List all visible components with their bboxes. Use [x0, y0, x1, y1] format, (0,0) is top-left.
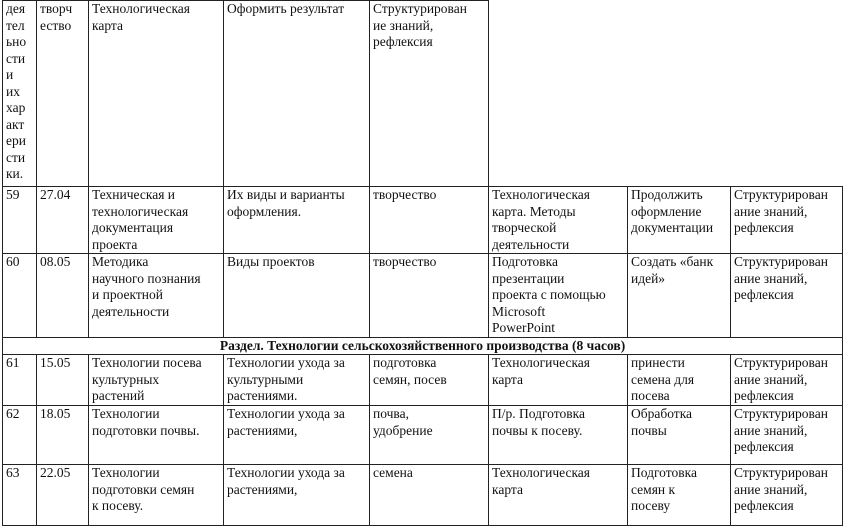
cell-activity: подготовка семян, посев — [370, 355, 489, 406]
section-row — [3, 337, 843, 355]
cell-resources: Технологическая карта — [489, 355, 628, 406]
cell-num: 60 — [3, 254, 37, 338]
cell-homework: принести семена для посева — [628, 355, 731, 406]
cell-activity: почва, удобрение — [370, 406, 489, 465]
cell-topic: Технологии посева культурных растений — [89, 355, 224, 406]
cell-topic: Технологии подготовки почвы. — [89, 406, 224, 465]
cell-num: дея тел ьно сти и их хар акт ери сти ки. — [3, 1, 37, 187]
cell-date: творч ество — [37, 1, 89, 187]
section-title: Раздел. Технологии сельскохозяйственного производства (8 часов) — [3, 337, 843, 355]
cell-homework: Подготовка семян к посеву — [628, 465, 731, 526]
cell-activity: творчество — [370, 254, 489, 338]
cell-content: Технологии ухода за культурными растениями. — [224, 355, 370, 406]
cell-content: Виды проектов — [224, 254, 370, 338]
lesson-plan-table — [2, 0, 843, 526]
cell-date: 15.05 — [37, 355, 89, 406]
cell-num: 63 — [3, 465, 37, 526]
cell-date: 18.05 — [37, 406, 89, 465]
cell-topic: Технологическая карта — [89, 1, 224, 187]
table-row — [3, 406, 843, 465]
cell-topic: Методика научного познания и проектной деятельности — [89, 254, 224, 338]
table-row — [3, 187, 843, 254]
cell-content: Оформить результат — [224, 1, 370, 187]
cell-homework: Обработка почвы — [628, 406, 731, 465]
table-row — [3, 355, 843, 406]
cell-date: 08.05 — [37, 254, 89, 338]
cell-resources: Технологическая карта. Методы творческой деятельности — [489, 187, 628, 254]
cell-num: 62 — [3, 406, 37, 465]
cell-topic: Техническая и технологическая документация проекта — [89, 187, 224, 254]
cell-resources: Подготовка презентации проекта с помощью Microsoft PowerPoint — [489, 254, 628, 338]
cell-content: Их виды и варианты оформления. — [224, 187, 370, 254]
table-row — [3, 465, 843, 526]
cell-ud: Структурирован ание знаний, рефлексия — [731, 254, 843, 338]
cell-date: 27.04 — [37, 187, 89, 254]
cell-content: Технологии ухода за растениями, — [224, 406, 370, 465]
table-row — [3, 254, 843, 338]
cell-num: 61 — [3, 355, 37, 406]
cell-activity: семена — [370, 465, 489, 526]
cell-homework: Продолжить оформление документации — [628, 187, 731, 254]
cell-resources: Технологическая карта — [489, 465, 628, 526]
cell-ud: Структурирован ание знаний, рефлексия — [731, 406, 843, 465]
cell-content: Технологии ухода за растениями, — [224, 465, 370, 526]
cell-date: 22.05 — [37, 465, 89, 526]
empty-cell — [489, 1, 843, 187]
table-row — [3, 1, 843, 187]
cell-resources: П/р. Подготовка почвы к посеву. — [489, 406, 628, 465]
cell-activity: творчество — [370, 187, 489, 254]
cell-ud: Структурирован ание знаний, рефлексия — [731, 187, 843, 254]
cell-ud: Структурирован ание знаний, рефлексия — [731, 355, 843, 406]
cell-activity: Структурирован ие знаний, рефлексия — [370, 1, 489, 187]
cell-num: 59 — [3, 187, 37, 254]
cell-ud: Структурирован ание знаний, рефлексия — [731, 465, 843, 526]
cell-homework: Создать «банк идей» — [628, 254, 731, 338]
cell-topic: Технологии подготовки семян к посеву. — [89, 465, 224, 526]
